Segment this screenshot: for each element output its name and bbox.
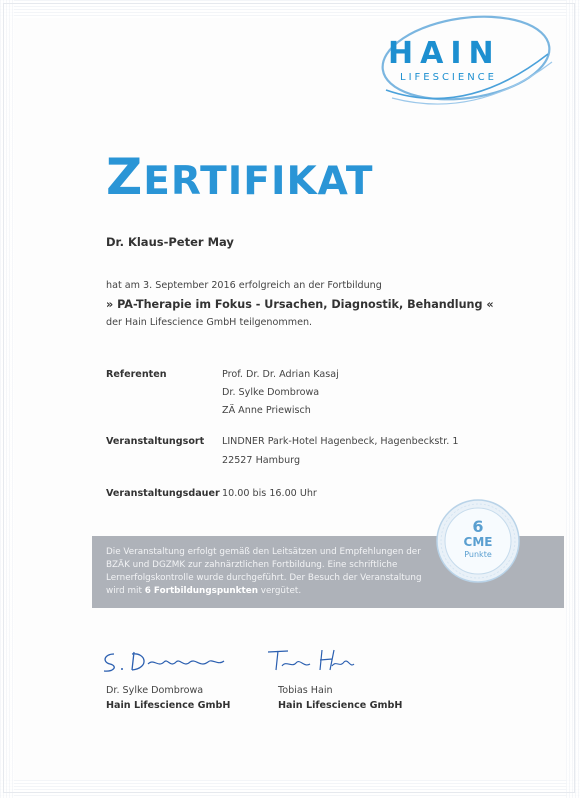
referent-2: Dr. Sylke Dombrowa <box>222 387 320 398</box>
signature-2-name: Tobias Hain <box>278 685 333 696</box>
band-text-main: Die Veranstaltung erfolgt gemäß den Leitsätzen und Empfehlungen der BZÄK und DGZMK zur zahnärztlichen Fortbildung. Eine schriftliche Lernerfolgskontrolle wurde durchgeführt. Der Besuch der Veranstaltung wird mit <box>106 547 422 596</box>
ort-label: Veranstaltungsort <box>106 436 205 447</box>
band-text-points: 6 Fortbildungspunkten <box>144 586 258 596</box>
signature-dombrowa-icon <box>100 646 230 676</box>
signature-1-company: Hain Lifescience GmbH <box>106 700 231 711</box>
outro-text: der Hain Lifescience GmbH teilgenommen. <box>106 317 313 328</box>
band-text-end: vergütet. <box>257 586 302 596</box>
seal-points: Punkte <box>464 550 492 559</box>
title-initial: Z <box>106 148 144 206</box>
signature-1-name: Dr. Sylke Dombrowa <box>106 685 204 696</box>
logo-subtitle: LIFESCIENCE <box>400 72 497 83</box>
referent-1: Prof. Dr. Dr. Adrian Kasaj <box>222 369 339 380</box>
course-title: » PA-Therapie im Fokus - Ursachen, Diagnostik, Behandlung « <box>106 298 494 311</box>
cme-seal <box>435 498 521 584</box>
referent-3: ZÄ Anne Priewisch <box>222 405 311 416</box>
signature-2-company: Hain Lifescience GmbH <box>278 700 403 711</box>
dauer-label: Veranstaltungsdauer <box>106 488 220 499</box>
ort-city: 22527 Hamburg <box>222 455 301 466</box>
seal-cme: CME <box>463 535 493 549</box>
recipient-name: Dr. Klaus-Peter May <box>106 235 234 249</box>
info-band-text <box>106 546 426 598</box>
page-title <box>106 148 374 206</box>
intro-text: hat am 3. September 2016 erfolgreich an der Fortbildung <box>106 280 382 291</box>
ort-address: LINDNER Park-Hotel Hagenbeck, Hagenbeckstr. 1 <box>222 436 459 447</box>
signature-hain-icon <box>266 646 356 676</box>
hain-lifescience-logo <box>376 14 556 114</box>
logo-wordmark: HAIN <box>388 36 501 71</box>
seal-number: 6 <box>472 517 484 536</box>
referenten-label: Referenten <box>106 369 167 380</box>
dauer-value: 10.00 bis 16.00 Uhr <box>222 488 317 499</box>
title-rest: ERTIFIKAT <box>143 159 374 204</box>
